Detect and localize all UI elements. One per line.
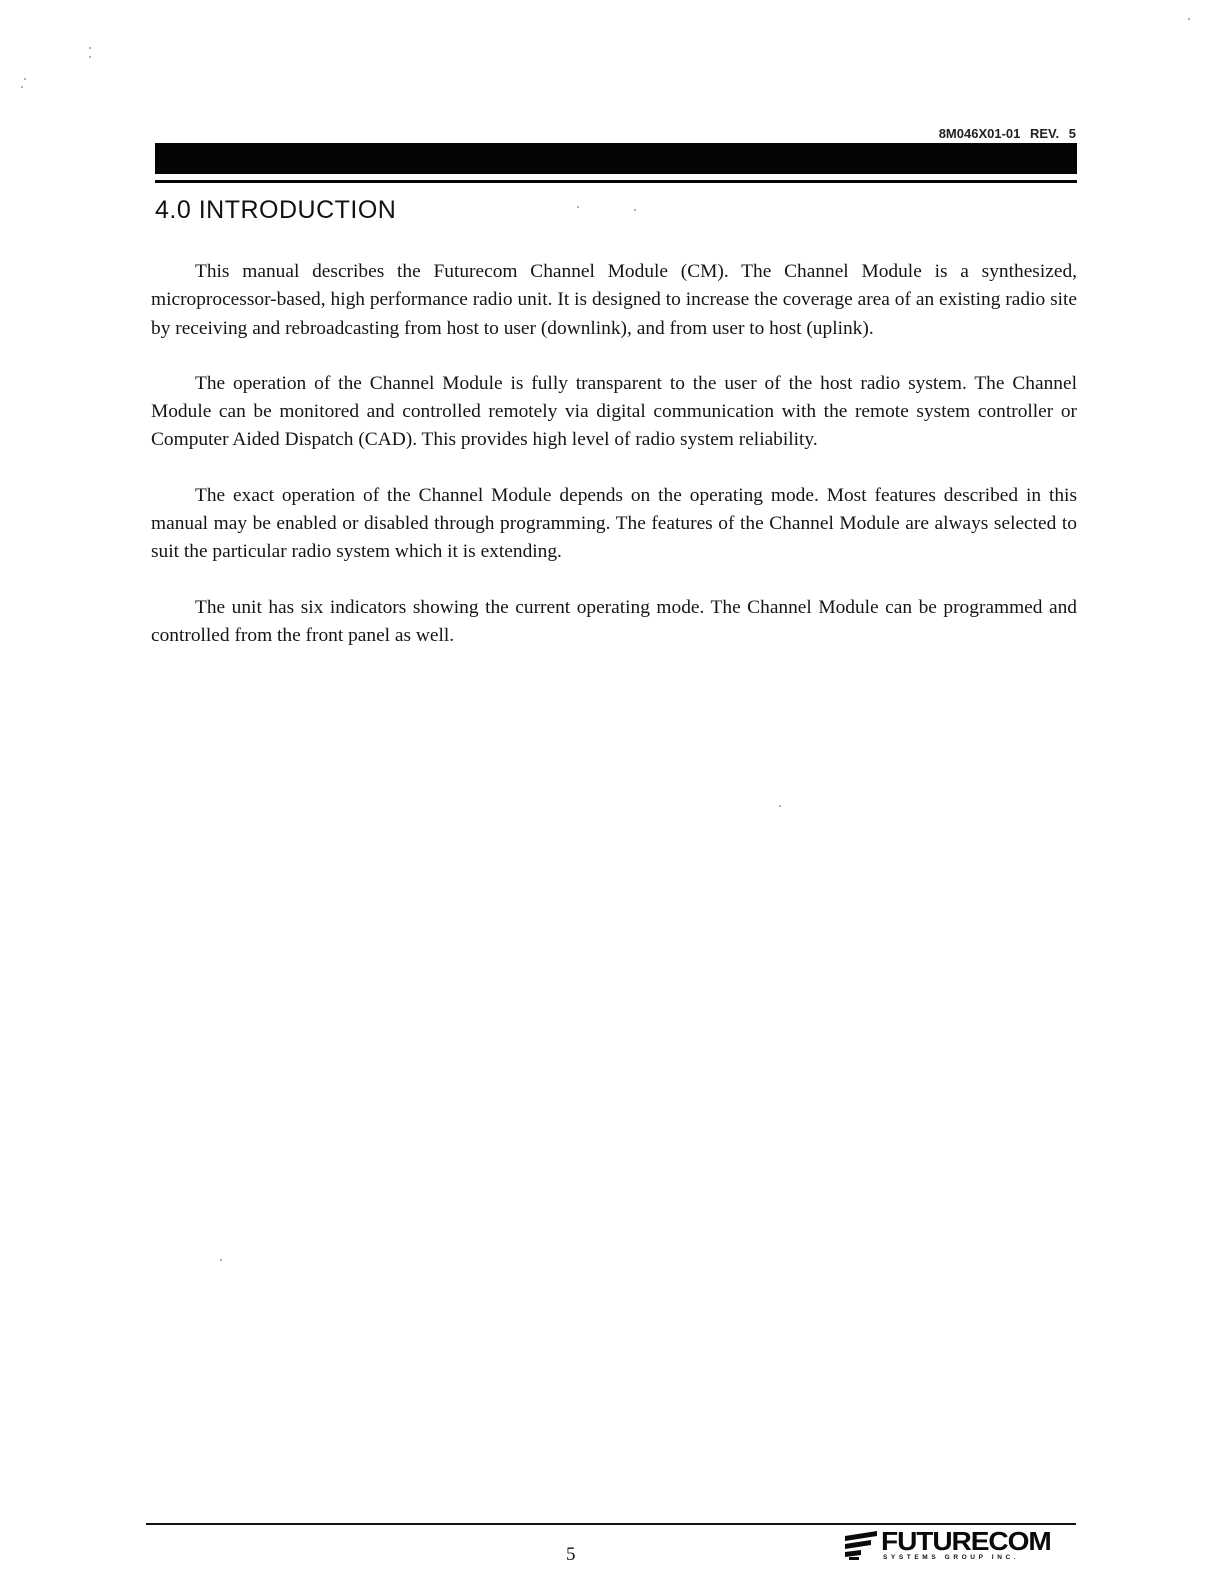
paragraph: The operation of the Channel Module is fully transparent to the user of the host radio system. The Channel Module can be monitored and controlled remotely via digital communication with the remote system controller or Computer Aided Dispatch (CAD). This provides high level of radio system reliability.: [151, 372, 1077, 451]
footer-rule: [146, 1523, 1076, 1525]
logo-tagline: SYSTEMS GROUP INC.: [883, 1554, 1020, 1561]
scan-speck: [89, 56, 91, 58]
scan-speck: [1188, 18, 1190, 20]
scan-speck: [577, 206, 579, 208]
scan-speck: [21, 86, 23, 88]
paragraph: This manual describes the Futurecom Channel Module (CM). The Channel Module is a synthesized, microprocessor-based, high performance radio unit. It is designed to increase the coverage area of an existing radio site by receiving and rebroadcasting from host to user (downlink), and from user to host (uplink).: [151, 261, 1077, 339]
scan-speck: [24, 78, 26, 80]
section-title: 4.0 INTRODUCTION: [155, 196, 397, 224]
paragraph: The unit has six indicators showing the current operating mode. The Channel Module can be programmed and controlled from the front panel as well.: [151, 596, 1077, 646]
paragraph: The exact operation of the Channel Module depends on the operating mode. Most features described in this manual may be enabled or disabled through programming. The features of the Channel Module are always selected to suit the particular radio system which it is extending.: [151, 484, 1077, 563]
company-logo: [843, 1527, 1058, 1563]
document-id: [939, 126, 1076, 141]
header-bar: [155, 143, 1077, 174]
doc-number: 8M046X01-01: [938, 126, 1021, 141]
scan-speck: [779, 805, 781, 807]
header-rule: [155, 180, 1077, 183]
revision: REV. 5: [1030, 126, 1076, 141]
logo-mark-icon: [843, 1529, 879, 1561]
scan-speck: [89, 47, 91, 49]
scan-speck: [634, 209, 636, 211]
logo-name: FUTURECOM: [881, 1526, 1051, 1556]
body-text: [151, 258, 1077, 677]
scan-speck: [220, 1259, 222, 1261]
page-number: 5: [566, 1544, 576, 1565]
